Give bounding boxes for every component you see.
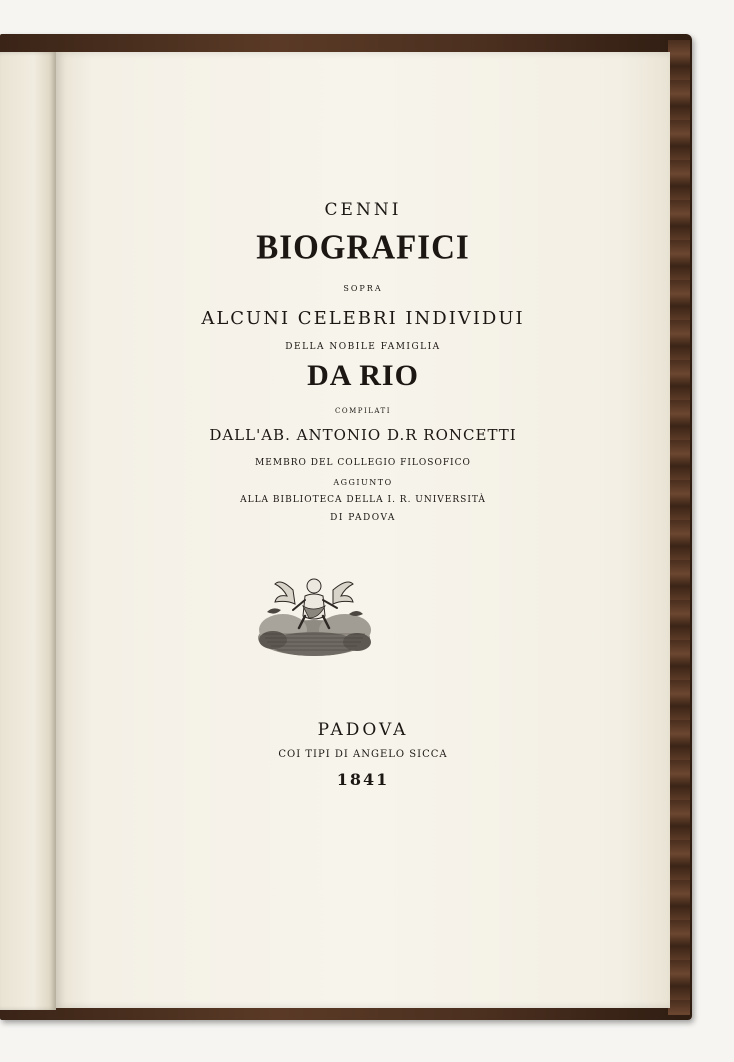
author-role-4: DI PADOVA	[330, 513, 396, 523]
cover-edge	[668, 40, 690, 1015]
title-line-compilati: COMPILATI	[335, 407, 391, 415]
author-role-3: ALLA BIBLIOTECA DELLA I. R. UNIVERSITÀ	[240, 495, 486, 505]
author-line: DALL'AB. ANTONIO D.R RONCETTI	[209, 426, 517, 444]
title-line-alcuni: ALCUNI CELEBRI INDIVIDUI	[201, 308, 525, 329]
title-line-della: DELLA NOBILE FAMIGLIA	[285, 342, 441, 352]
cherub-vignette-icon	[253, 572, 375, 658]
title-line-biografici: BIOGRAFICI	[256, 229, 470, 267]
title-line-cenni: CENNI	[324, 200, 402, 220]
title-page	[56, 52, 670, 1008]
author-role-1: MEMBRO DEL COLLEGIO FILOSOFICO	[255, 458, 471, 468]
title-line-da-rio: DA RIO	[307, 359, 419, 392]
title-line-sopra: SOPRA	[343, 284, 383, 293]
imprint-year: 1841	[336, 770, 390, 789]
author-role-2: AGGIUNTO	[333, 478, 393, 487]
imprint-place: PADOVA	[317, 720, 409, 740]
flyleaf-page	[0, 52, 56, 1010]
imprint-printer: COI TIPI DI ANGELO SICCA	[278, 749, 448, 760]
